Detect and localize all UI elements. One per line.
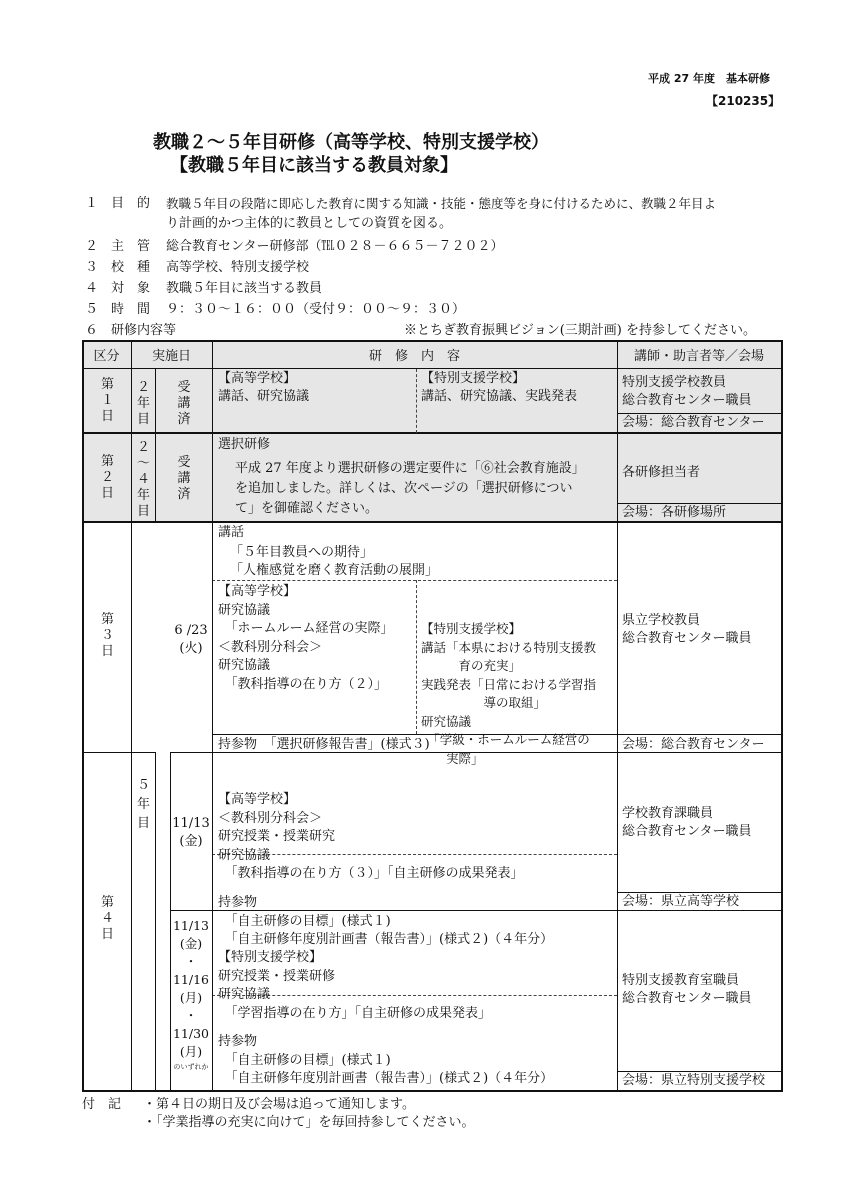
- section-owner-text: 総合教育センター研修部（℡０２８－６６５－７２０２）: [166, 239, 504, 254]
- section-school-text: 高等学校、特別支援学校: [166, 260, 310, 275]
- note-2: ・「学業指導の充実に向けて」を毎回持参してください。: [143, 1115, 475, 1130]
- day4-hs-lecturer2: 総合教育センター職員: [622, 824, 752, 839]
- day4-sp-lecturer1: 特別支援教育室職員: [622, 973, 740, 988]
- day2-status: 受 講 済: [177, 455, 191, 502]
- day2-lecturer: 各研修担当者: [622, 465, 701, 480]
- day3-lecturer2: 総合教育センター職員: [622, 631, 752, 646]
- day1-status: 受 講 済: [177, 380, 191, 427]
- section-target-label: ４ 対 象: [85, 281, 151, 296]
- day3-lecturer1: 県立学校教員: [622, 613, 701, 628]
- section-time-label: ５ 時 間: [85, 302, 151, 317]
- day1-lecturer2: 総合教育センター職員: [622, 393, 752, 408]
- day1-sp-text: 講話、研究協議、実践発表: [421, 389, 578, 404]
- year-label: 平成 27 年度 基本研修: [648, 72, 770, 85]
- day1-year: ２ 年 目: [136, 380, 150, 427]
- day4-sp-venue: 会場：県立特別支援学校: [622, 1073, 766, 1088]
- day4-hs-items: 持参物 「自主研修の目標」(様式１) 「自主研修年度別計画書（報告書）」(様式２)（４年分）: [218, 895, 554, 947]
- header-date: 実施日: [151, 349, 191, 364]
- day1-label: 第 １ 日: [100, 377, 114, 424]
- day3-talk-title: 講話: [218, 525, 245, 540]
- day2-text1: 平成 27 年度より選択研修の選定要件に「⑥社会教育施設」: [235, 461, 585, 476]
- day4-sp-lecturer2: 総合教育センター職員: [622, 991, 752, 1006]
- day3-label: 第 ３ 日: [100, 612, 114, 659]
- year5-label: ５ 年 目: [136, 778, 150, 831]
- notes-label: 付 記: [82, 1097, 122, 1112]
- day3-date: 6 /23 (火): [174, 623, 208, 656]
- day4-label: 第 ４ 日: [100, 895, 114, 942]
- day2-text3: て」を御確認ください。: [235, 501, 379, 516]
- day2-text2: を追加しました。詳しくは、次ページの「選択研修につい: [235, 481, 573, 496]
- section-purpose-text1: 教職５年目の段階に即応した教育に関する知識・技能・態度等を身に付けるために、教職２年目よ: [166, 196, 717, 211]
- day4-sp-block: 【特別支援学校】 研究授業・授業研修 研究協議 「学習指導の在り方」「自主研修の成果発表」: [218, 950, 492, 1021]
- day1-sp-title: 【特別支援学校】: [421, 371, 526, 386]
- page-title: 教職２～５年目研修（高等学校、特別支援学校）: [153, 132, 549, 153]
- day3-venue: 会場：総合教育センター: [622, 737, 765, 752]
- day2-year: ２ ～ ４ 年 目: [136, 440, 150, 519]
- day3-hs-block: 【高等学校】 研究協議 「ホームルーム経営の実際」 ＜教科別分科会＞ 研究協議 「教科指導の在り方（２）」: [218, 584, 394, 692]
- page-subtitle: 【教職５年目に該当する教員対象】: [170, 155, 458, 176]
- section-purpose-text2: り計画的かつ主体的に教員としての資質を図る。: [166, 216, 453, 231]
- section-school-label: ３ 校 種: [85, 260, 151, 275]
- note-1: ・第４日の期日及び会場は追って通知します。: [143, 1097, 415, 1112]
- day4-hs-date: 11/13 (金): [172, 816, 210, 849]
- day2-venue: 会場：各研修場所: [622, 505, 727, 520]
- day1-venue: 会場：総合教育センター: [622, 415, 765, 430]
- day2-label: 第 ２ 日: [100, 454, 114, 501]
- section-content-label: ６ 研修内容等: [85, 323, 177, 338]
- day3-talk2: 「人権感覚を磨く教育活動の展開」: [230, 563, 439, 578]
- section-purpose-label: １ 目 的: [85, 196, 151, 211]
- section-target-text: 教職５年目に該当する教員: [166, 281, 323, 296]
- header-lecturer: 講師・助言者等／会場: [633, 349, 764, 364]
- day4-hs-block: 【高等学校】 ＜教科別分科会＞ 研究授業・授業研究 研究協議 「教科指導の在り方（３）」「自主研修の成果発表」: [218, 792, 524, 881]
- day1-hs-title: 【高等学校】: [218, 371, 297, 386]
- course-code: 【210235】: [706, 94, 781, 108]
- day4-hs-lecturer1: 学校教育課職員: [622, 806, 714, 821]
- day4-sp-dates: 11/13 (金) ・ 11/16 (月) ・ 11/30 (月) のいずれか: [172, 918, 210, 1071]
- section-time-text: ９：３０～１６：００（受付９：００～９：３０）: [166, 302, 466, 317]
- day3-items: 持参物 「選択研修報告書」(様式３): [218, 737, 430, 752]
- header-division: 区分: [93, 349, 120, 364]
- section-content-note: ※とちぎ教育振興ビジョン(三期計画) を持参してください。: [404, 323, 757, 338]
- day1-hs-text: 講話、研究協議: [218, 389, 310, 404]
- day4-hs-venue: 会場：県立高等学校: [622, 894, 740, 909]
- day1-lecturer1: 特別支援学校教員: [622, 375, 727, 390]
- day3-talk1: 「５年目教員への期待」: [230, 545, 374, 560]
- day4-sp-items: 持参物 「自主研修の目標」(様式１) 「自主研修年度別計画書（報告書）」(様式２)（４年分）: [218, 1034, 554, 1086]
- day2-title: 選択研修: [218, 437, 271, 452]
- day3-sp-block: 【特別支援学校】 講話「本県における特別支援教 育の充実」 実践発表「日常における学習指 導の取組」 研究協議 「学級・ホームルーム経営の 実際」: [421, 621, 597, 766]
- section-owner-label: ２ 主 管: [85, 239, 151, 254]
- header-content: 研 修 内 容: [368, 349, 460, 364]
